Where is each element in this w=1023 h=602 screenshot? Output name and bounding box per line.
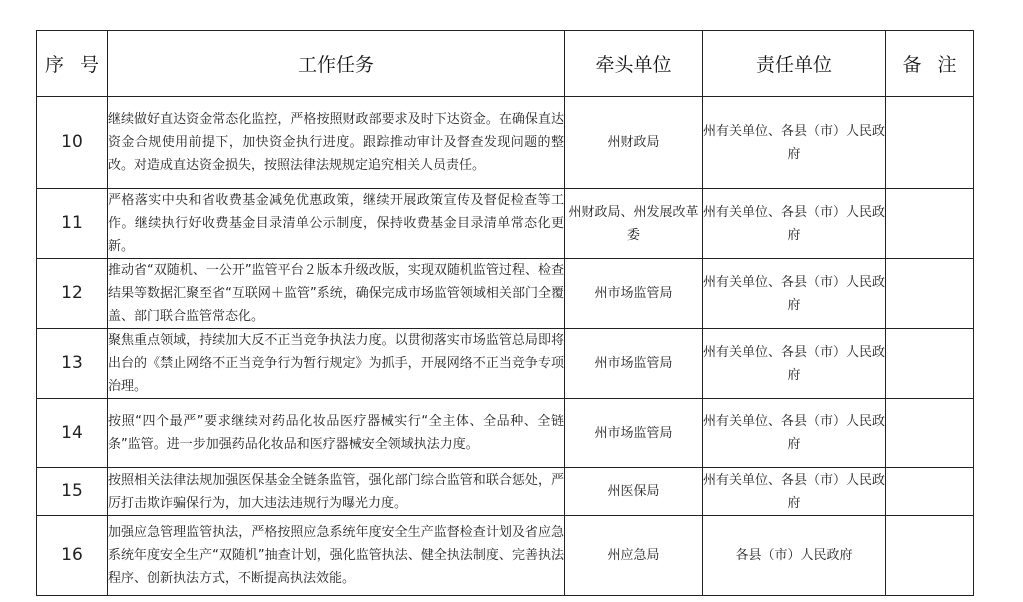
header-task: 工作任务	[108, 31, 565, 97]
row-lead-unit: 州市场监管局	[565, 259, 703, 329]
row-number: 15	[37, 468, 108, 516]
row-task: 加强应急管理监管执法，严格按照应急系统年度安全生产监督检查计划及省应急系统年度安全生产“双随机”抽查计划，强化监管执法、健全执法制度、完善执法程序、创新执法方式，不断提高执法效能。	[108, 516, 565, 596]
row-lead-unit: 州财政局、州发展改革委	[565, 189, 703, 259]
row-number: 16	[37, 516, 108, 596]
header-serial-char-2: 号	[80, 54, 100, 76]
row-note	[886, 189, 974, 259]
row-lead-unit: 州应急局	[565, 516, 703, 596]
header-serial-number	[37, 31, 108, 97]
table-row	[37, 189, 974, 259]
row-task: 推动省“双随机、一公开”监管平台２版本升级改版，实现双随机监管过程、检查结果等数据汇聚至省“互联网＋监管”系统，确保完成市场监管领域相关部门全覆盖、部门联合监管常态化。	[108, 259, 565, 329]
row-note	[886, 468, 974, 516]
row-lead-unit: 州市场监管局	[565, 329, 703, 399]
row-lead-unit: 州财政局	[565, 97, 703, 189]
header-responsible-unit: 责任单位	[703, 31, 886, 97]
row-task: 继续做好直达资金常态化监控，严格按照财政部要求及时下达资金。在确保直达资金合规使用前提下，加快资金执行进度。跟踪推动审计及督查发现问题的整改。对造成直达资金损失，按照法律法规规定追究相关人员责任。	[108, 97, 565, 189]
table-row	[37, 97, 974, 189]
row-number: 12	[37, 259, 108, 329]
row-lead-unit: 州市场监管局	[565, 399, 703, 468]
row-number: 13	[37, 329, 108, 399]
row-responsible-unit: 州有关单位、各县（市）人民政府	[703, 468, 886, 516]
row-responsible-unit: 州有关单位、各县（市）人民政府	[703, 97, 886, 189]
table-row	[37, 516, 974, 596]
row-note	[886, 97, 974, 189]
row-number: 10	[37, 97, 108, 189]
row-task: 按照相关法律法规加强医保基金全链条监管，强化部门综合监管和联合惩处，严厉打击欺诈骗保行为，加大违法违规行为曝光力度。	[108, 468, 565, 516]
row-responsible-unit: 州有关单位、各县（市）人民政府	[703, 399, 886, 468]
task-table	[36, 30, 974, 596]
row-number: 14	[37, 399, 108, 468]
row-note	[886, 329, 974, 399]
table-row	[37, 468, 974, 516]
row-number: 11	[37, 189, 108, 259]
header-lead-unit: 牵头单位	[565, 31, 703, 97]
row-responsible-unit: 州有关单位、各县（市）人民政府	[703, 189, 886, 259]
header-serial-char-1: 序	[44, 54, 64, 76]
header-note	[886, 31, 974, 97]
header-note-char-2: 注	[937, 54, 957, 76]
row-lead-unit: 州医保局	[565, 468, 703, 516]
row-responsible-unit: 州有关单位、各县（市）人民政府	[703, 329, 886, 399]
row-responsible-unit: 州有关单位、各县（市）人民政府	[703, 259, 886, 329]
table-row	[37, 259, 974, 329]
row-task: 聚焦重点领域，持续加大反不正当竞争执法力度。以贯彻落实市场监管总局即将出台的《禁止网络不正当竞争行为暂行规定》为抓手，开展网络不正当竞争专项治理。	[108, 329, 565, 399]
header-row	[37, 31, 974, 97]
table-row	[37, 329, 974, 399]
row-note	[886, 399, 974, 468]
header-note-char-1: 备	[902, 54, 922, 76]
row-task: 严格落实中央和省收费基金减免优惠政策，继续开展政策宣传及督促检查等工作。继续执行好收费基金目录清单公示制度，保持收费基金目录清单常态化更新。	[108, 189, 565, 259]
row-task: 按照“四个最严”要求继续对药品化妆品医疗器械实行“全主体、全品种、全链条”监管。进一步加强药品化妆品和医疗器械安全领域执法力度。	[108, 399, 565, 468]
table-row	[37, 399, 974, 468]
row-responsible-unit: 各县（市）人民政府	[703, 516, 886, 596]
row-note	[886, 259, 974, 329]
row-note	[886, 516, 974, 596]
